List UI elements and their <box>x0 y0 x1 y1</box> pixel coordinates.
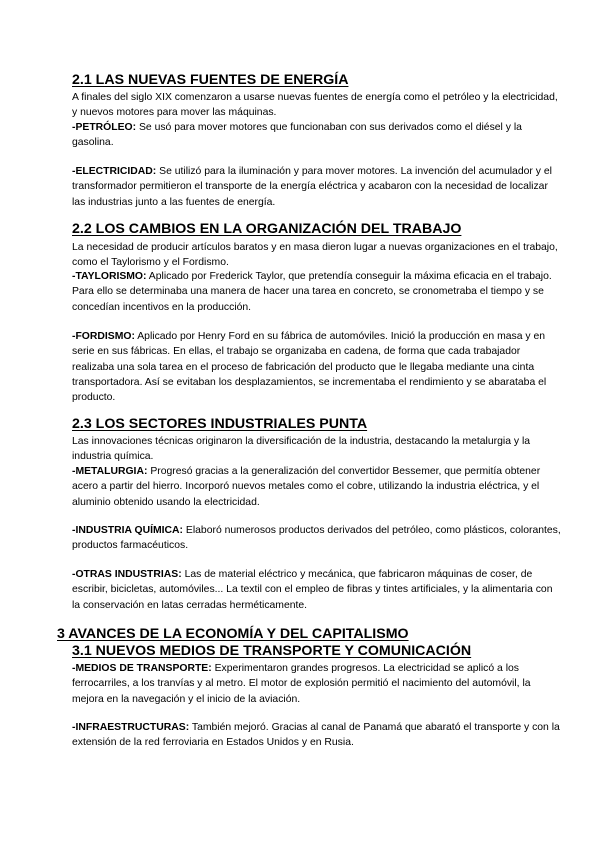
section-2-1-intro: A finales del siglo XIX comenzaron a usarse nuevas fuentes de energía como el petróleo y la electricidad, y nuevos motores para mover las máquinas. <box>72 92 558 119</box>
fordismo-text: Aplicado por Henry Ford en su fábrica de automóviles. Inició la producción en masa y en serie en sus fábricas. En ellas, el trabajo se organizaba en cadena, de forma que cada trabajador realizaba una sola tarea en el proceso de fabricación del producto que le llegaba mediante una cinta transportadora. Así se evitaban los desplazamientos, se incrementaba el rendimiento y se abarataba el producto. <box>72 331 547 404</box>
medios-transporte-paragraph <box>72 661 562 707</box>
otras-industrias-paragraph <box>72 567 562 613</box>
petroleo-paragraph <box>72 120 562 151</box>
petroleo-term: -PETRÓLEO: <box>72 122 137 133</box>
infraestructuras-term: -INFRAESTRUCTURAS: <box>72 722 190 733</box>
otras-industrias-term: -OTRAS INDUSTRIAS: <box>72 569 182 580</box>
fordismo-term: -FORDISMO: <box>72 331 135 342</box>
infraestructuras-text: También mejoró. Gracias al canal de Panamá que abarató el transporte y con la extensión de la red ferroviaria en Estados Unidos y en Rusia. <box>72 722 560 749</box>
industria-quimica-text: Elaboró numerosos productos derivados del petróleo, como plásticos, colorantes, productos farmacéuticos. <box>72 525 561 552</box>
section-2-3-intro: Las innovaciones técnicas originaron la diversificación de la industria, destacando la metalurgia y la industria química. <box>72 436 531 463</box>
taylorismo-term: -TAYLORISMO: <box>72 271 147 282</box>
fordismo-paragraph <box>72 329 562 405</box>
section-2-2-heading: 2.2 LOS CAMBIOS EN LA ORGANIZACIÓN DEL TRABAJO <box>72 221 462 237</box>
electricidad-paragraph <box>72 164 562 210</box>
section-2-1-heading: 2.1 LAS NUEVAS FUENTES DE ENERGÍA <box>72 72 349 88</box>
infraestructuras-paragraph <box>72 720 562 751</box>
industria-quimica-term: -INDUSTRIA QUÍMICA: <box>72 525 184 536</box>
industria-quimica-paragraph <box>72 523 562 554</box>
metalurgia-paragraph <box>72 464 562 510</box>
section-2-3-heading: 2.3 LOS SECTORES INDUSTRIALES PUNTA <box>72 416 368 432</box>
taylorismo-text: Aplicado por Frederick Taylor, que pretendía conseguir la máxima eficacia en el trabajo. Para ello se determinaba una manera de hacer una tarea en concreto, se cronometraba el tiempo y se concedían incentivos en la producción. <box>72 271 552 313</box>
taylorismo-paragraph <box>72 269 562 315</box>
medios-transporte-text: Experimentaron grandes progresos. La electricidad se aplicó a los ferrocarriles, a los tranvías y al metro. El motor de explosión permitió el nacimiento del automóvil, la mejora en la navegación y el inicio de la aviación. <box>72 663 531 705</box>
electricidad-text: Se utilizó para la iluminación y para mover motores. La invención del acumulador y el transformador permitieron el transporte de la energía eléctrica y acabaron con la necesidad de localizar las industrias junto a las fuentes de energía. <box>72 166 552 208</box>
section-3-1-heading: 3.1 NUEVOS MEDIOS DE TRANSPORTE Y COMUNICACIÓN <box>72 643 472 659</box>
petroleo-text: Se usó para mover motores que funcionaban con sus derivados como el diésel y la gasolina. <box>72 122 522 149</box>
section-3-heading: 3 AVANCES DE LA ECONOMÍA Y DEL CAPITALISMO <box>57 626 409 642</box>
electricidad-term: -ELECTRICIDAD: <box>72 166 157 177</box>
section-2-2-intro: La necesidad de producir artículos baratos y en masa dieron lugar a nuevas organizaciones en el trabajo, como el Taylorismo y el Fordismo. <box>72 242 558 269</box>
metalurgia-text: Progresó gracias a la generalización del convertidor Bessemer, que permitía obtener acero a partir del hierro. Incorporó nuevos metales como el cobre, utilizando la industria eléctrica, y el aluminio obtenido usando la electricidad. <box>72 466 541 508</box>
otras-industrias-text: Las de material eléctrico y mecánica, que fabricaron máquinas de coser, de escribir, bicicletas, automóviles... La textil con el empleo de fibras y tintes artificiales, y la alimentaria con la conservación en latas cerradas herméticamente. <box>72 569 553 611</box>
metalurgia-term: -METALURGIA: <box>72 466 148 477</box>
medios-transporte-term: -MEDIOS DE TRANSPORTE: <box>72 663 212 674</box>
